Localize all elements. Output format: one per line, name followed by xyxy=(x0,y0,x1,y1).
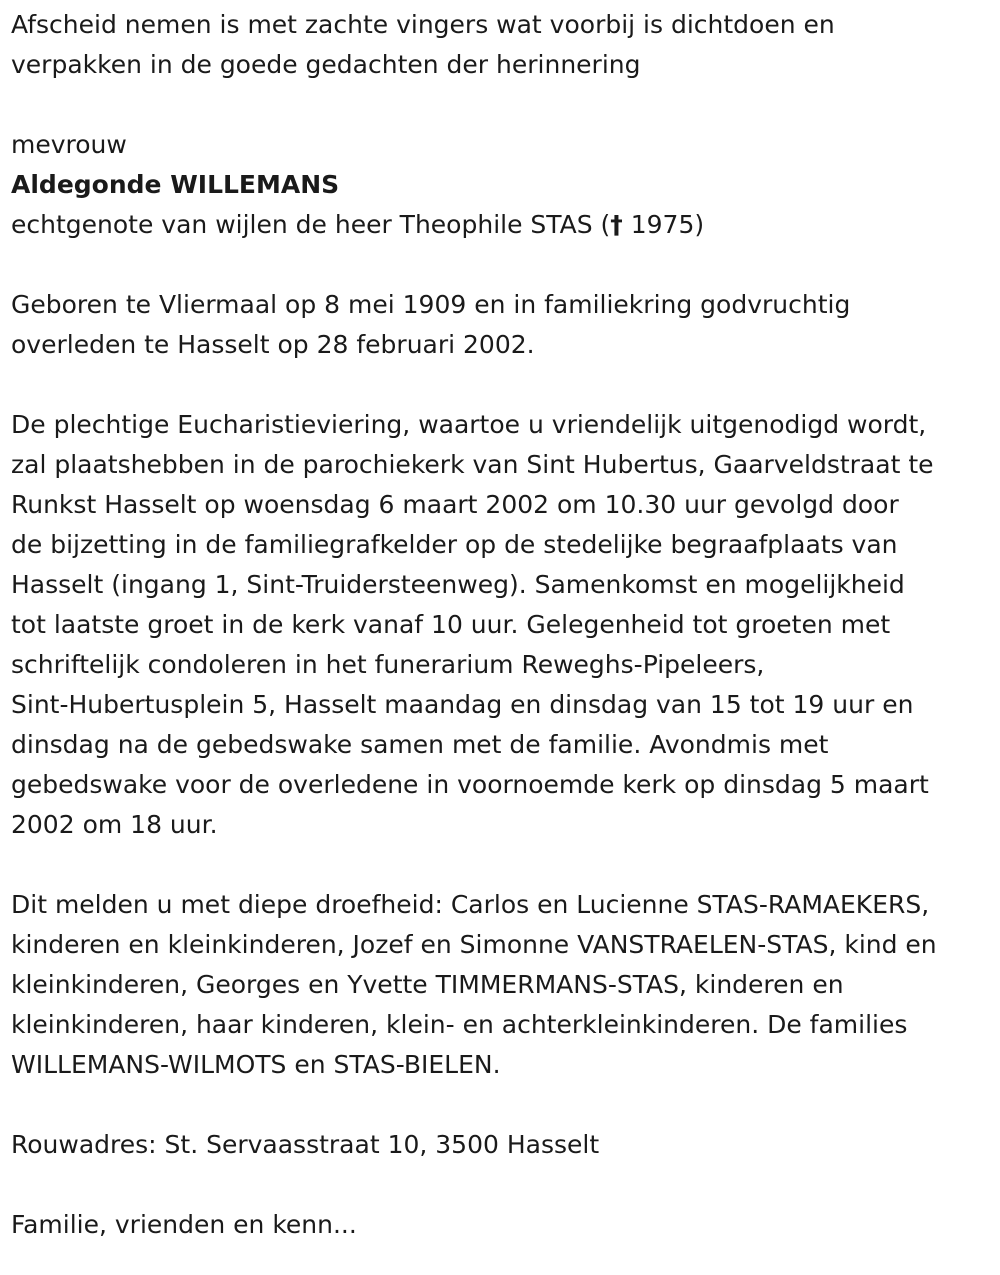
spacer xyxy=(11,85,993,125)
spacer xyxy=(11,1085,993,1125)
spouse-prefix: echtgenote van wijlen de heer Theophile STAS ( xyxy=(11,210,611,239)
spacer xyxy=(11,1165,993,1205)
spacer xyxy=(11,365,993,405)
opening-quote: Afscheid nemen is met zachte vingers wat voorbij is dichtdoen en verpakken in de goede gedachten der herinnering xyxy=(11,10,835,79)
salutation: mevrouw xyxy=(11,130,127,159)
cross-icon: † xyxy=(610,210,623,239)
birth-death-paragraph: Geboren te Vliermaal op 8 mei 1909 en in familiekring godvruchtig overleden te Hasselt op 28 februari 2002. xyxy=(11,290,851,359)
ceremony-paragraph: De plechtige Eucharistieviering, waartoe u vriendelijk uitgenodigd wordt, zal plaatshebben in de parochiekerk van Sint Hubertus, Gaarveldstraat te Runkst Hasselt op woensdag 6 maart 2002 om 10.30 uur gevolgd door de bijzetting in de familiegrafkelder op de stedelijke begraafplaats van Hasselt (ingang 1, Sint-Truidersteenweg). Samenkomst en mogelijkheid tot laatste groet in de kerk vanaf 10 uur. Gelegenheid tot groeten met schriftelijk condoleren in het funerarium Reweghs-Pipeleers, Sint-Hubertusplein 5, Hasselt maandag en dinsdag van 15 tot 19 uur en dinsdag na de gebedswake samen met de familie. Avondmis met gebedswake voor de overledene in voornoemde kerk op dinsdag 5 maart 2002 om 18 uur. xyxy=(11,410,934,839)
spouse-line xyxy=(11,205,993,245)
closing-line: Familie, vrienden en kenn... xyxy=(11,1210,357,1239)
spacer xyxy=(11,845,993,885)
family-paragraph: Dit melden u met diepe droefheid: Carlos en Lucienne STAS-RAMAEKERS, kinderen en kleinkinderen, Jozef en Simonne VANSTRAELEN-STAS, kind en kleinkinderen, Georges en Yvette TIMMERMANS-STAS, kinderen en kleinkinderen, haar kinderen, klein- en achterkleinkinderen. De families WILLEMANS-WILMOTS en STAS-BIELEN. xyxy=(11,890,937,1079)
spacer xyxy=(11,245,993,285)
obituary-notice xyxy=(11,5,993,1245)
deceased-name: Aldegonde WILLEMANS xyxy=(11,170,340,199)
spouse-suffix: 1975) xyxy=(622,210,705,239)
mourning-address: Rouwadres: St. Servaasstraat 10, 3500 Hasselt xyxy=(11,1130,600,1159)
